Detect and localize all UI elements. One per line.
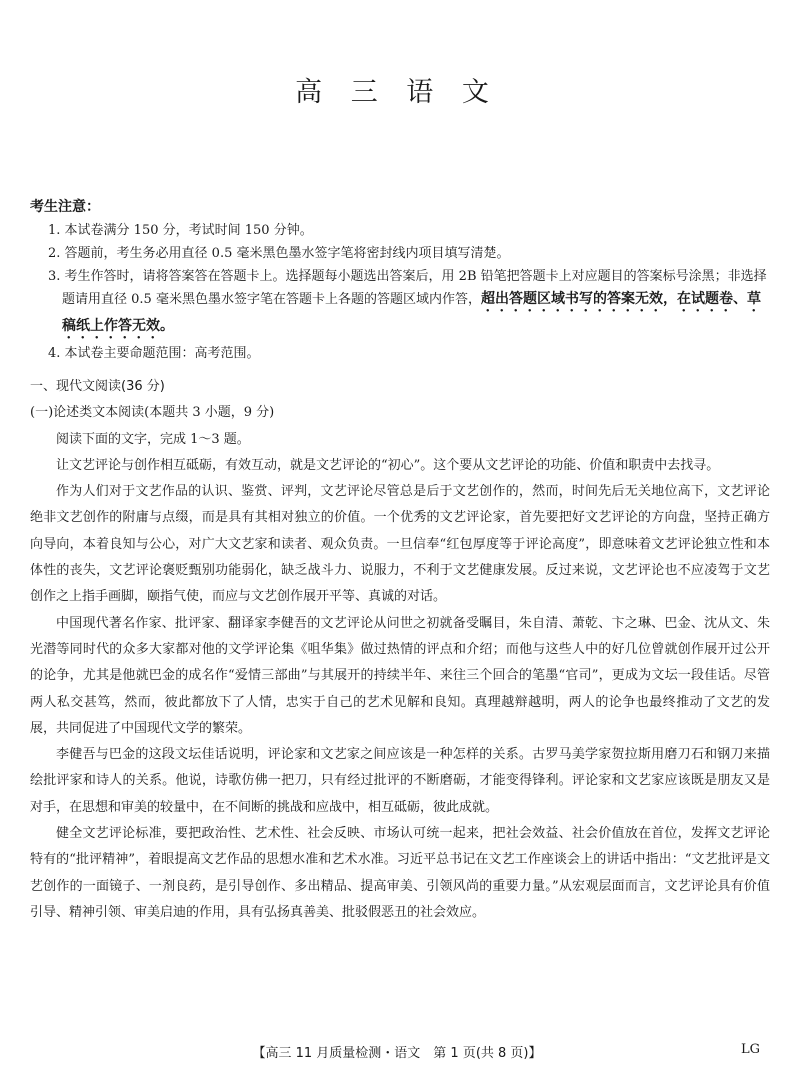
section-subheading: (一)论述类文本阅读(本题共 3 小题，9 分)	[30, 405, 275, 421]
candidate-notice	[30, 196, 770, 365]
passage-paragraph-5: 健全文艺评论标准，要把政治性、艺术性、社会反映、市场认可统一起来，把社会效益、社会价值放在首位，发挥文艺评论特有的“批评精神”，着眼提高文艺作品的思想水准和艺术水准。习近平总书记在文艺工作座谈会上的讲话中指出：“文艺批评是文艺创作的一面镜子、一剂良药，是引导创作、多出精品、提高审美、引领风尚的重要力量。”从宏观层面而言，文艺评论具有价值引导、精神引领、审美启迪的作用，具有弘扬真善美、批驳假恶丑的社会效应。	[30, 826, 770, 920]
reading-section	[30, 374, 770, 926]
section-heading: 一、现代文阅读(36 分)	[30, 379, 165, 394]
page-footer: 【高三 11 月质量检测・语文 第 1 页(共 8 页)】	[252, 1046, 542, 1061]
passage-paragraph-2: 作为人们对于文艺作品的认识、鉴赏、评判，文艺评论尽管总是后于文艺创作的，然而，时间先后无关地位高下，文艺评论绝非文艺创作的附庸与点缀，而是具有其相对独立的价值。一个优秀的文艺评论家，首先要把好文艺评论的方向盘，坚持正确方向导向，本着良知与公心，对广大文艺家和读者、观众负责。一旦信奉“红包厚度等于评论高度”，即意味着文艺评论独立性和本体性的丧失，文艺评论褒贬甄别功能弱化，缺乏战斗力、说服力，不利于文艺健康发展。反过来说，文艺评论也不应凌驾于文艺创作之上指手画脚，颐指气使，而应与文艺创作展开平等、真诚的对话。	[30, 484, 770, 605]
notice-item-3-text: 3. 考生作答时，请将答案答在答题卡上。选择题每小题选出答案后，用 2B 铅笔把答题卡上对应题目的答案标号涂黑；非选择题请用直径 0.5 毫米黑色墨水签字笔在答题卡上各题的答题区域内作答，	[48, 269, 767, 307]
exam-title: 高 三 语 文	[295, 77, 499, 108]
notice-heading: 考生注意：	[30, 199, 100, 215]
notice-item-4: 4. 本试卷主要命题范围：高考范围。	[48, 346, 260, 361]
notice-item-3	[30, 265, 770, 342]
passage-paragraph-4: 李健吾与巴金的这段文坛佳话说明，评论家和文艺家之间应该是一种怎样的关系。古罗马美学家贺拉斯用磨刀石和钢刀来描绘批评家和诗人的关系。他说，诗歌仿佛一把刀，只有经过批评的不断磨砺，才能变得锋利。评论家和文艺家应该既是朋友又是对手，在思想和审美的较量中，在不间断的挑战和应战中，相互砥砺，彼此成就。	[30, 747, 770, 815]
passage-paragraph-1: 让文艺评论与创作相互砥砺，有效互动，就是文艺评论的“初心”。这个要从文艺评论的功能、价值和职责中去找寻。	[56, 457, 720, 473]
reading-instruction: 阅读下面的文字，完成 1～3 题。	[56, 431, 250, 447]
notice-item-2: 2. 答题前，考生务必用直径 0.5 毫米黑色墨水签字笔将密封线内项目填写清楚。	[48, 246, 510, 261]
notice-item-1: 1. 本试卷满分 150 分，考试时间 150 分钟。	[48, 223, 313, 238]
footer-code: LG	[740, 1042, 760, 1057]
notice-item-3-emphasis: 超出答题区域书写的答案无效，在试题卷、草稿纸上作答无效。	[62, 291, 761, 334]
passage-paragraph-3: 中国现代著名作家、批评家、翻译家李健吾的文艺评论从问世之初就备受瞩目，朱自清、萧乾、卞之琳、巴金、沈从文、朱光潜等同时代的众多大家都对他的文学评论集《咀华集》做过热情的评点和介绍；而他与这些人中的好几位曾就创作展开过公开的论争，尤其是他就巴金的成名作“爱情三部曲”与其展开的持续半年、来往三个回合的笔墨“官司”，更成为文坛一段佳话。尽管两人私交甚笃，然而，彼此都放下了人情，忠实于自己的艺术见解和良知。真理越辩越明，两人的论争也最终推动了文艺的发展，共同促进了中国现代文学的繁荣。	[30, 615, 770, 736]
